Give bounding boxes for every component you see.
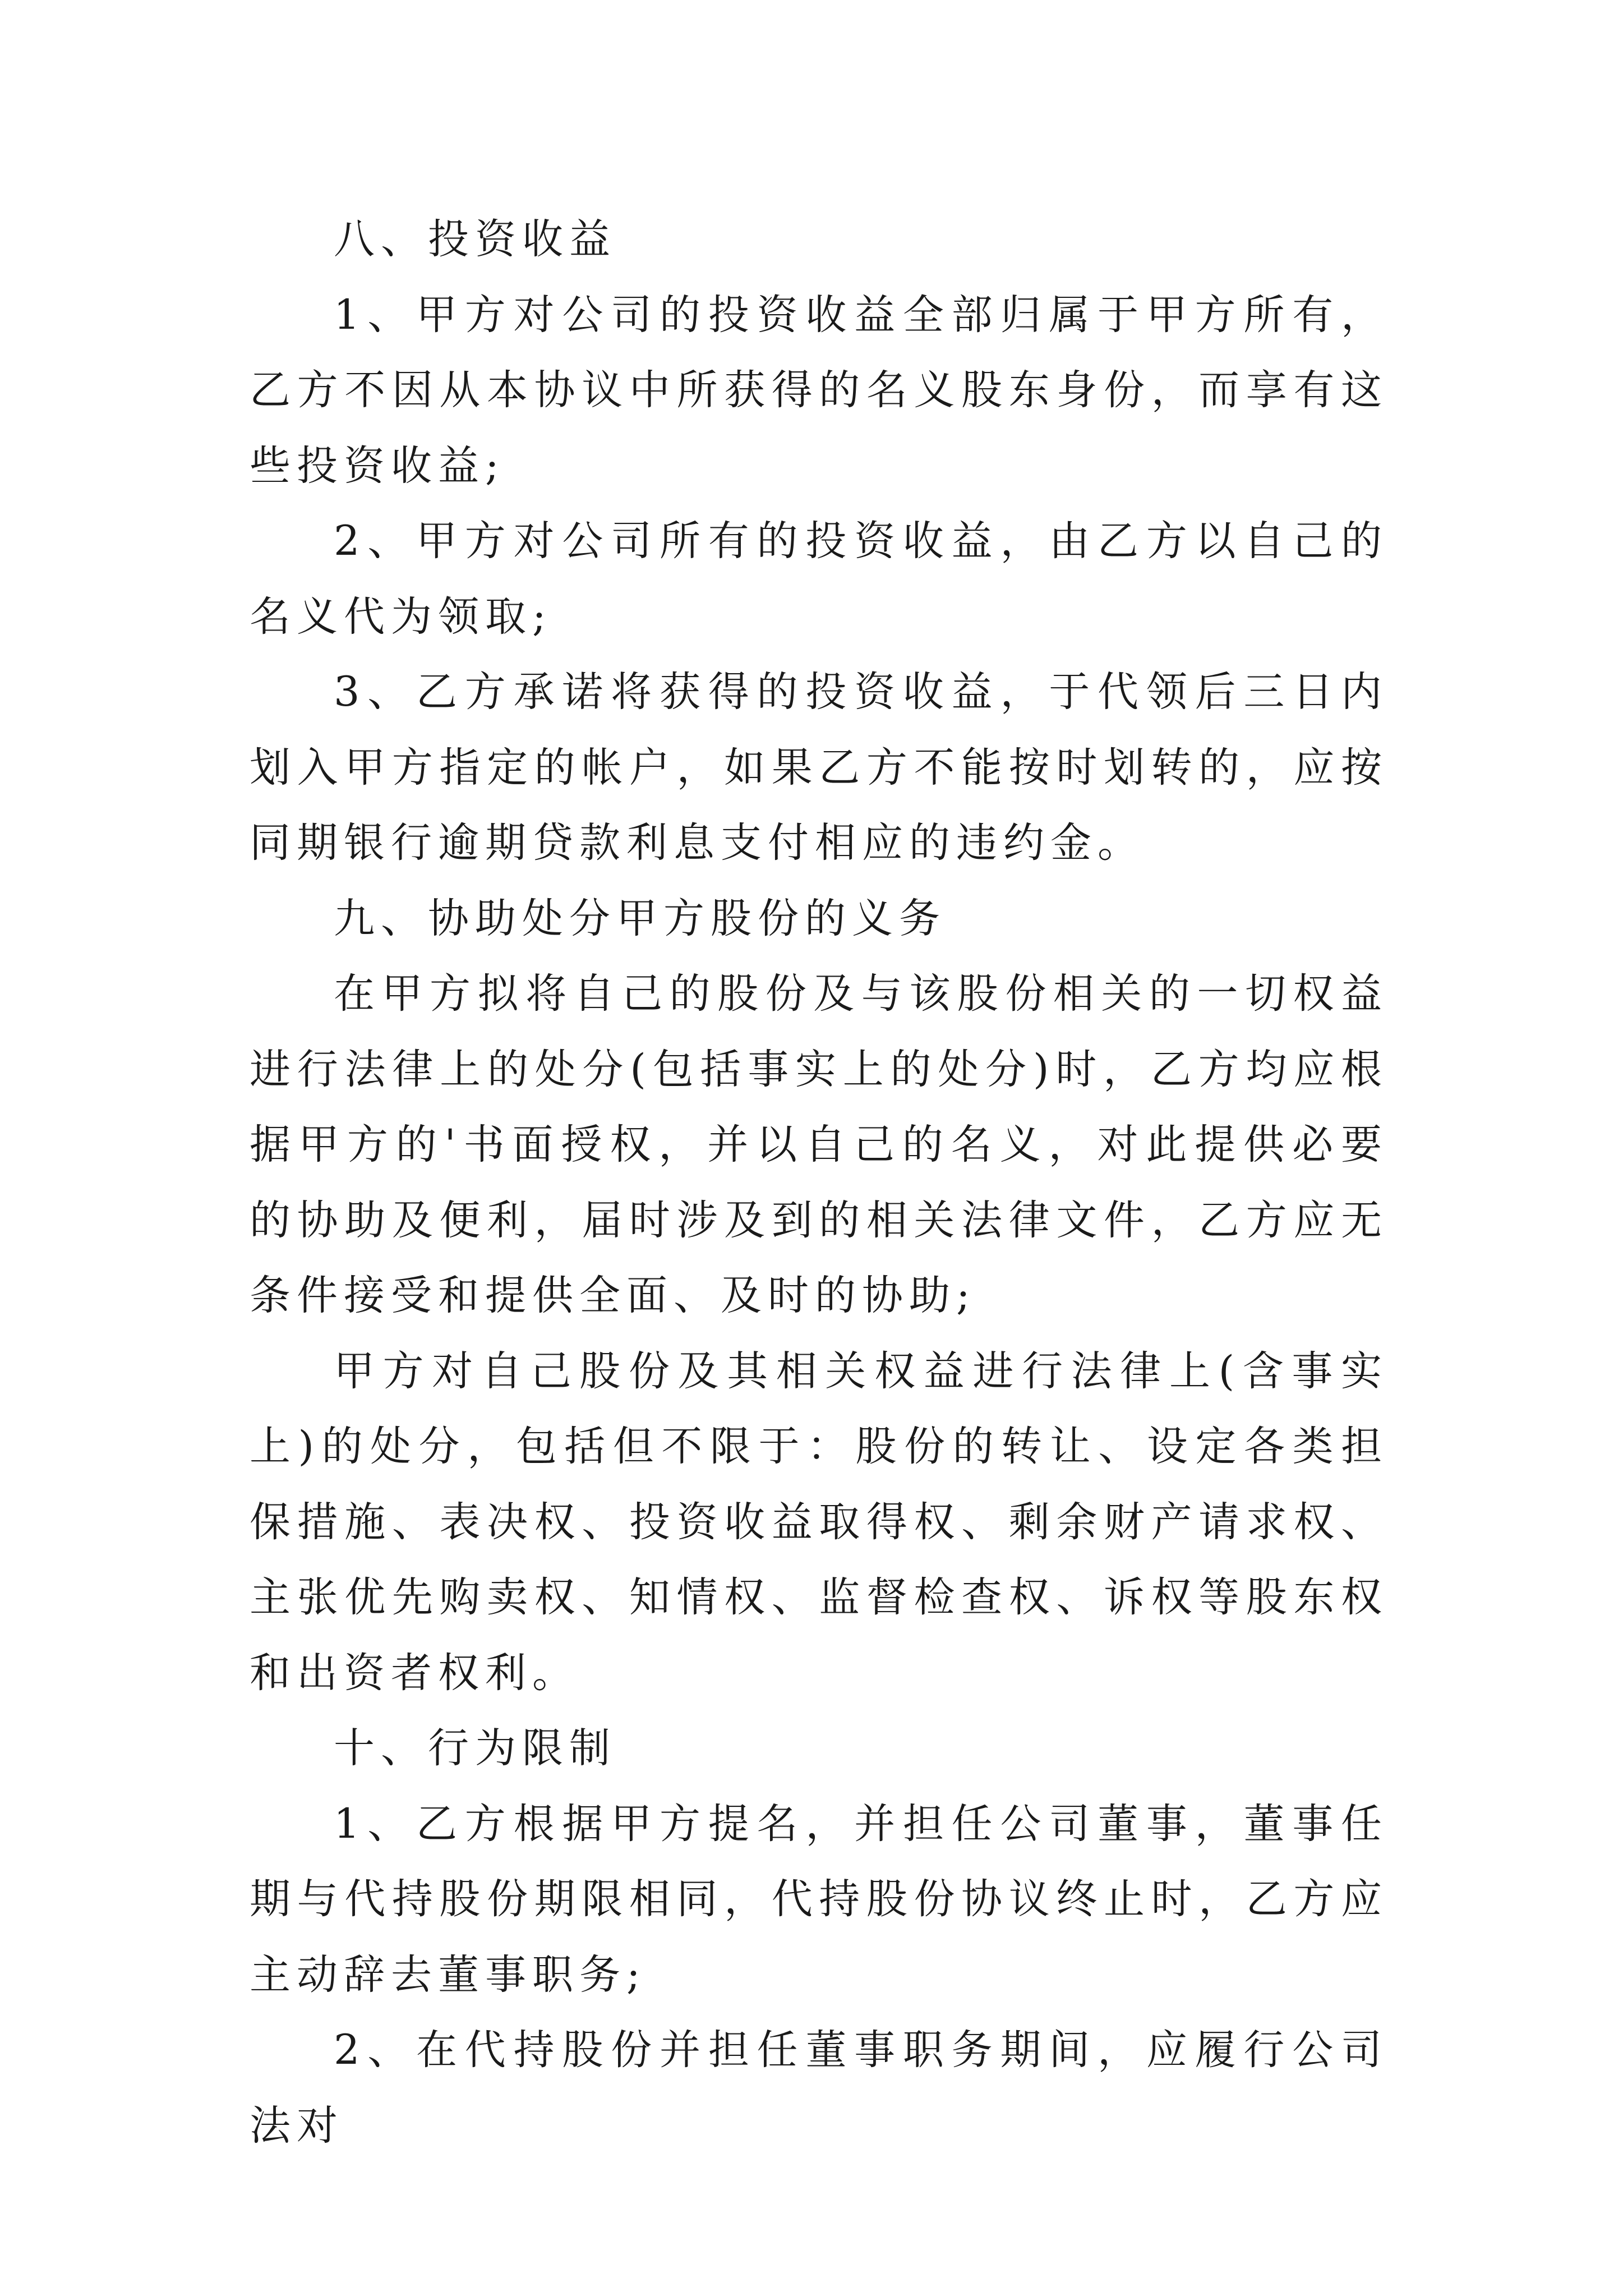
paragraph-income-clause-1: 1、甲方对公司的投资收益全部归属于甲方所有，乙方不因从本协议中所获得的名义股东身份，而享有这些投资收益; [250, 291, 1388, 490]
paragraph-restriction-clause-2: 2、在代持股份并担任董事职务期间，应履行公司法对 [250, 2026, 1388, 2150]
paragraph-income-clause-2: 2、甲方对公司所有的投资收益，由乙方以自己的名义代为领取; [250, 517, 1388, 641]
section-heading-investment-income: 八、投资收益 [334, 215, 616, 263]
section-heading-disposal-assistance: 九、协助处分甲方股份的义务 [334, 894, 946, 942]
section-heading-conduct-restrictions: 十、行为限制 [334, 1724, 616, 1772]
paragraph-disposal-assistance: 在甲方拟将自己的股份及与该股份相关的一切权益进行法律上的处分(包括事实上的处分)时，乙方均应根据甲方的'书面授权，并以自己的名义，对此提供必要的协助及便利，届时涉及到的相关法律文件，乙方应无条件接受和提供全面、及时的协助; [250, 970, 1388, 1319]
paragraph-income-clause-3: 3、乙方承诺将获得的投资收益，于代领后三日内划入甲方指定的帐户，如果乙方不能按时划转的，应按同期银行逾期贷款利息支付相应的违约金。 [250, 668, 1388, 867]
document-body [250, 202, 1388, 2164]
paragraph-disposal-scope: 甲方对自己股份及其相关权益进行法律上(含事实上)的处分，包括但不限于：股份的转让、设定各类担保措施、表决权、投资收益取得权、剩余财产请求权、主张优先购卖权、知情权、监督检查权、诉权等股东权和出资者权利。 [250, 1347, 1388, 1697]
paragraph-restriction-clause-1: 1、乙方根据甲方提名，并担任公司董事，董事任期与代持股份期限相同，代持股份协议终止时，乙方应主动辞去董事职务; [250, 1800, 1388, 1999]
